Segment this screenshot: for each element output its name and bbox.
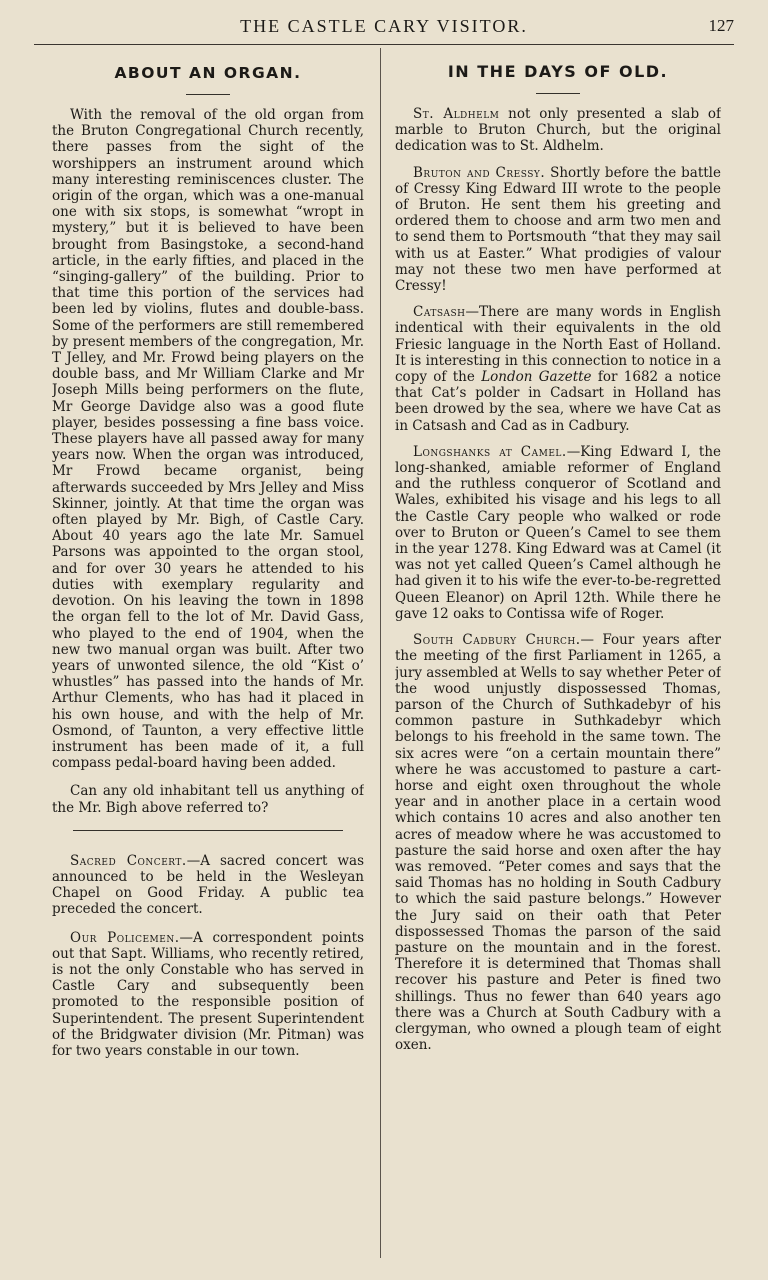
- column-divider: [380, 48, 381, 1258]
- section-rule: [73, 830, 343, 831]
- item-text: —There are many words in English indentical with their equivalents in the old Friesic language in the North East of Holland. It is interesting in this connection to notice in a copy of the: [395, 304, 721, 386]
- item-heading: Sacred Concert.: [70, 852, 187, 869]
- item-heading: St. Aldhelm: [413, 106, 500, 122]
- item-text: Shortly before the battle of Cressy King Edward III wrote to the people of Bruton. He sent them his greeting and ordered them to choose and arm two men and to send them to Portsmouth “that they may sail with us at Easter.” What prodigies of valour may not these two men have performed at Cressy!: [395, 164, 721, 295]
- right-column: [395, 58, 721, 1242]
- longshanks-item: [395, 444, 721, 622]
- item-heading: Bruton and Cressy.: [413, 164, 546, 181]
- organ-paragraph-2: Can any old inhabitant tell us anything of the Mr. Bigh above referred to?: [52, 783, 364, 816]
- item-text: for 1682 a notice that Cat’s polder in Cadsart in Holland has been drowed by the sea, where we have Cat as in Catsash and Cad as in Cadbury.: [395, 369, 721, 434]
- left-column: [52, 58, 364, 1242]
- organ-paragraph-1: With the removal of the old organ from the Bruton Congregational Church recently, there passes from the sight of the worshippers an instrument around which many interesting reminiscences cluster. The origin of the organ, which was a one-manual one with six stops, is somewhat “wropt in mystery,” but it is believed to have been brought from Basingstoke, a second-hand article, in the early fifties, and placed in the “singing-gallery” of the building. Prior to that time this portion of the services had been led by violins, flutes and double-bass. Some of the performers are still remembered by present members of the congregation, Mr. T Jelley, and Mr. Frowd being players on the double bass, and Mr William Clarke and Mr Joseph Mills being performers on the flute, Mr George Davidge also was a good flute player, besides possessing a fine bass voice. These players have all passed away for many years now. When the organ was introduced, Mr Frowd became organist, being afterwards succeeded by Mrs Jelley and Miss Skinner, jointly. At that time the organ was often played by Mr. Bigh, of Castle Cary. About 40 years ago the late Mr. Samuel Parsons was appointed to the organ stool, and for over 30 years he attended to his duties with exemplary regularity and devotion. On his leaving the town in 1898 the organ fell to the lot of Mr. David Gass, who played to the end of 1904, when the new two manual organ was built. After two years of unwonted silence, the old “Kist o’ whustles” has passed into the hands of Mr. Arthur Clements, who has had it placed in his own house, and with the help of Mr. Osmond, of Taunton, a very effective little instrument has been made of it, a full compass pedal-board having been added.: [52, 107, 364, 772]
- page-number: 127: [708, 16, 734, 35]
- item-heading: Catsash: [413, 304, 466, 321]
- publication-title: THE CASTLE CARY VISITOR.: [240, 16, 528, 36]
- title-rule: [186, 94, 230, 95]
- item-text: —A correspondent points out that Sapt. Williams, who recently retired, is not the only Constable who has served in Castle Cary and subsequently been promoted to the responsible position of Superintendent. The present Superintendent of the Bridgwater division (Mr. Pitman) was for two years constable in our town.: [52, 929, 364, 1059]
- header-rule: [34, 44, 734, 45]
- aldhelm-item: [395, 106, 721, 155]
- south-cadbury-item: [395, 632, 721, 1053]
- item-text: —King Edward I, the long-shanked, amiable reformer of England and the ruthless conqueror of Scotland and Wales, exhibited his visage and his legs to all the Castle Cary people who walked or rode over to Bruton or Queen’s Camel to see them in the year 1278. King Edward was at Camel (it was not yet called Queen’s Camel although he had given it to his wife the ever-to-be-regretted Queen Eleanor) on April 12th. While there he gave 12 oaks to Contissa wife of Roger.: [395, 443, 721, 622]
- catsash-item: [395, 304, 721, 434]
- item-heading: Our Policemen.: [70, 929, 180, 946]
- bruton-cressy-item: [395, 165, 721, 295]
- sacred-concert-item: [52, 853, 364, 918]
- item-text: —A sacred concert was announced to be held in the Wesleyan Chapel on Good Friday. A public tea preceded the concert.: [52, 852, 364, 918]
- article-title-organ: ABOUT AN ORGAN.: [114, 64, 302, 82]
- item-text: not only presented a slab of marble to Bruton Church, but the original dedication was to St. Aldhelm.: [395, 106, 721, 155]
- item-heading: Longshanks at Camel.: [413, 443, 567, 460]
- article-title-days-of-old: IN THE DAYS OF OLD.: [447, 62, 669, 81]
- gazette-title: London Gazette: [481, 369, 592, 386]
- title-rule: [536, 93, 580, 94]
- running-head: [0, 14, 768, 44]
- item-text: — Four years after the meeting of the first Parliament in 1265, a jury assembled at Wells to say whether Peter of the wood unjustly dispossessed Thomas, parson of the Church of Suthkadebyr of his common pasture in Suthkadebyr which belongs to his freehold in the same town. The six acres were “on a certain mountain there” where he was accustomed to pasture a cart-horse and eight oxen throughout the whole year and in another place in a certain wood which contains 10 acres and also another ten acres of meadow where he was accustomed to pasture the said horse and oxen after the hay was removed. “Peter comes and says that the said Thomas has no holding in South Cadbury to which the said pasture belongs.” However the Jury said on their oath that Peter dispossessed Thomas the parson of the said pasture on the mountain and in the forest. Therefore it is determined that Thomas shall recover his pasture and Peter is fined two shillings. Thus no fewer than 640 years ago there was a Church at South Cadbury with a clergyman, who owned a plough team of eight oxen.: [395, 632, 721, 1054]
- policemen-item: [52, 930, 364, 1060]
- item-heading: South Cadbury Church.: [413, 632, 581, 649]
